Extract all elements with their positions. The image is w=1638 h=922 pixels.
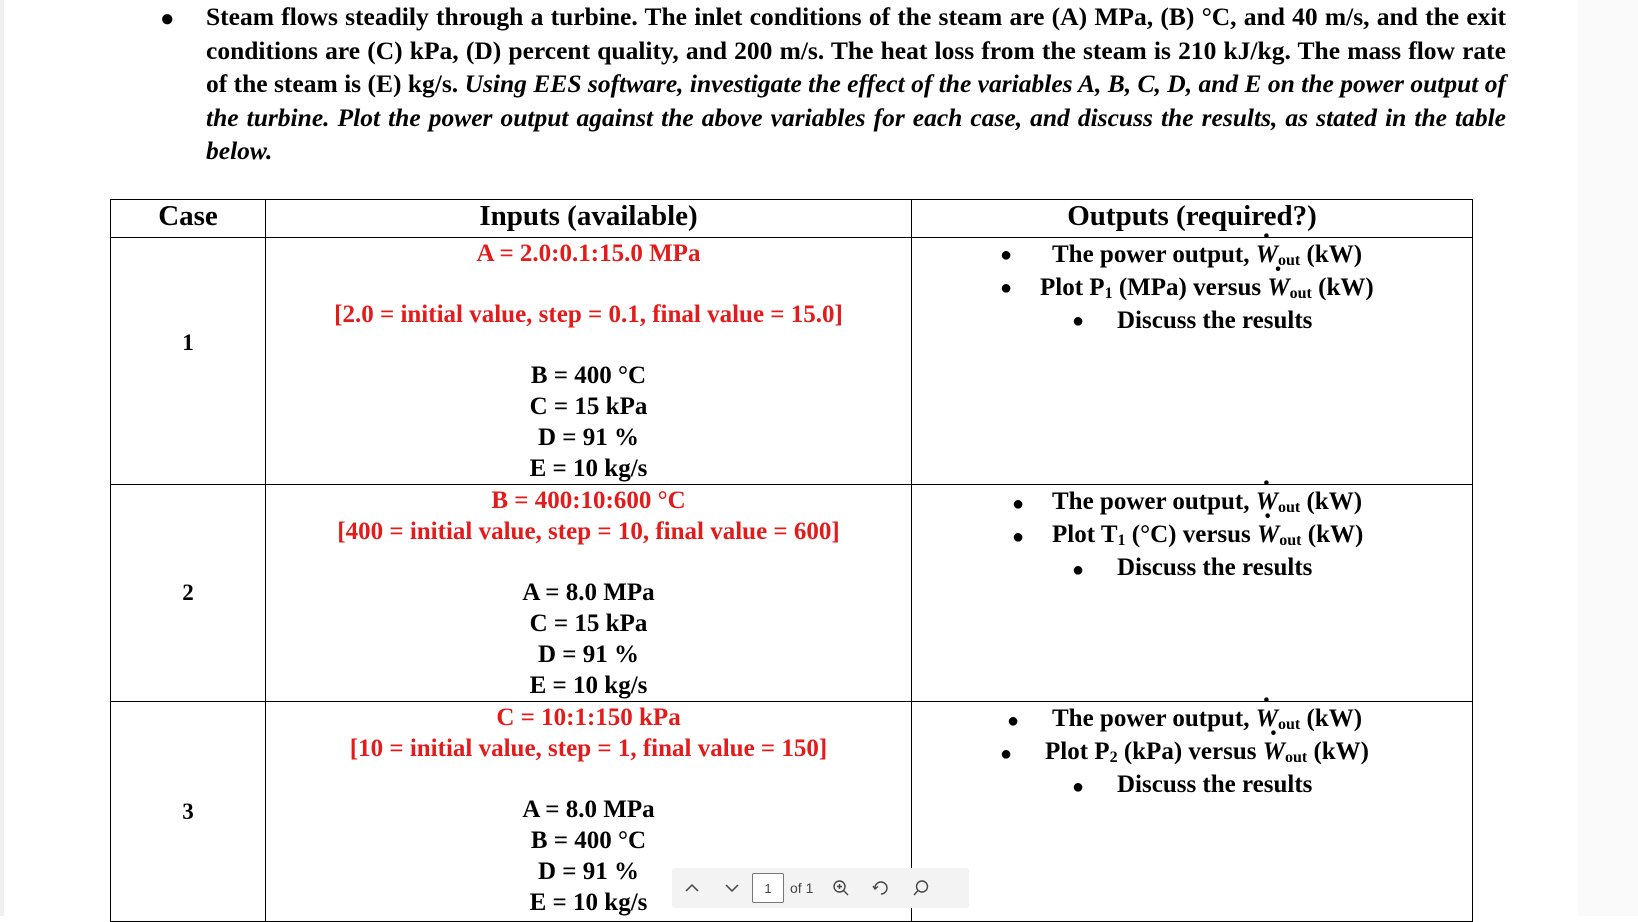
fixed-input: E = 10 kg/s xyxy=(529,889,648,916)
outputs-cell xyxy=(912,238,1473,485)
intro-bullet: ● xyxy=(160,6,175,32)
bullet: ● xyxy=(1000,743,1013,765)
rotate-icon xyxy=(872,879,890,897)
bullet: ● xyxy=(1072,559,1085,581)
range-spec: B = 400:10:600 °C xyxy=(491,487,686,514)
unit-label: (kW) xyxy=(1300,488,1363,515)
out-subscript: out xyxy=(1284,749,1308,766)
case-number-text: 1 xyxy=(182,330,194,355)
fixed-input: A = 8.0 MPa xyxy=(522,579,655,606)
next-page-button[interactable] xyxy=(712,868,752,908)
unit-label: (kW) xyxy=(1301,521,1364,548)
fixed-input: B = 400 °C xyxy=(530,362,647,389)
case-number-text: 3 xyxy=(182,798,194,824)
inputs-cell xyxy=(266,238,912,485)
plot-label: Plot P xyxy=(1045,738,1110,765)
fixed-input: C = 15 kPa xyxy=(529,393,648,420)
rotate-button[interactable] xyxy=(861,868,901,908)
w-symbol: · W xyxy=(1256,705,1278,733)
fixed-input: E = 10 kg/s xyxy=(529,672,648,699)
page-count-label: of 1 xyxy=(790,880,814,896)
cases-table xyxy=(110,199,1473,922)
output-plot xyxy=(1040,274,1374,303)
zoom-in-icon xyxy=(832,879,850,897)
problem-text-italic: Using EES software, investigate the effect of the variables A, B, C, D, and E on the power output of the turbine. Plot the power output against the above variables for each case, and discuss the results, as stated in the table below. xyxy=(206,69,1507,165)
plot-mid: (MPa) versus xyxy=(1112,274,1268,301)
page-number-input[interactable]: 1 xyxy=(752,873,784,903)
search-icon xyxy=(912,879,930,897)
output-plot xyxy=(1045,738,1369,767)
out-subscript: out xyxy=(1279,532,1302,549)
fixed-input: C = 15 kPa xyxy=(529,610,648,637)
case-number-text: 2 xyxy=(182,580,194,605)
range-spec: A = 2.0:0.1:15.0 MPa xyxy=(476,240,701,267)
range-description: [400 = initial value, step = 10, final value = 600] xyxy=(337,518,840,545)
case-number xyxy=(111,238,266,485)
header-inputs: Inputs (available) xyxy=(266,200,912,238)
output-discuss: Discuss the results xyxy=(1117,307,1313,334)
pdf-viewer-toolbar xyxy=(672,868,969,908)
plot-label: Plot T xyxy=(1052,521,1118,548)
range-spec: C = 10:1:150 kPa xyxy=(496,704,681,731)
plot-mid: (°C) versus xyxy=(1125,521,1258,548)
fixed-input: B = 400 °C xyxy=(530,827,647,854)
header-outputs: Outputs (required?) xyxy=(912,200,1473,238)
plot-mid: (kPa) versus xyxy=(1117,738,1263,765)
bullet: ● xyxy=(1000,277,1013,299)
var-subscript: 1 xyxy=(1117,532,1126,549)
search-button[interactable] xyxy=(901,868,941,908)
previous-page-button[interactable] xyxy=(672,868,712,908)
table-row xyxy=(111,238,1473,485)
fixed-input: D = 91 % xyxy=(537,641,640,668)
w-symbol: · W xyxy=(1256,241,1278,269)
zoom-in-button[interactable] xyxy=(821,868,861,908)
plot-label: Plot P xyxy=(1040,274,1105,301)
bullet: ● xyxy=(1000,244,1013,266)
side-gutter xyxy=(1578,0,1638,916)
problem-text-bold: Steam flows steadily through a turbine. The inlet conditions of the steam are (A) MPa, (B) °C, and 40 m/s, and the exit conditions are (C) kPa, (D) percent quality, and 200 m/s. The heat loss from the steam is 210 kJ/kg. The mass flow rate of the steam is (E) kg/s. xyxy=(206,2,1506,98)
unit-label: (kW) xyxy=(1300,705,1363,732)
case-number xyxy=(111,485,266,702)
output-power xyxy=(1052,705,1362,734)
w-symbol: · W xyxy=(1257,521,1279,549)
out-subscript: out xyxy=(1277,252,1301,269)
unit-label: (kW) xyxy=(1311,274,1374,301)
unit-label: (kW) xyxy=(1307,738,1369,765)
page-edge xyxy=(0,0,4,916)
case-number xyxy=(111,702,266,922)
out-subscript: out xyxy=(1289,285,1312,302)
bullet: ● xyxy=(1007,710,1020,732)
output-power xyxy=(1052,488,1362,517)
output-power xyxy=(1052,241,1362,270)
bullet: ● xyxy=(1072,776,1085,798)
problem-paragraph xyxy=(206,0,1506,168)
bullet: ● xyxy=(1012,493,1025,515)
unit-label: (kW) xyxy=(1300,241,1363,268)
bullet: ● xyxy=(1012,526,1025,548)
var-subscript: 2 xyxy=(1109,749,1118,766)
range-description: [10 = initial value, step = 1, final value = 150] xyxy=(349,735,828,762)
output-power-label: The power output, xyxy=(1052,705,1256,732)
range-description: [2.0 = initial value, step = 0.1, final value = 15.0] xyxy=(334,301,843,328)
w-symbol: · W xyxy=(1256,488,1278,516)
output-discuss: Discuss the results xyxy=(1117,771,1313,798)
chevron-down-icon xyxy=(724,883,740,893)
fixed-input: E = 10 kg/s xyxy=(529,455,648,482)
out-subscript: out xyxy=(1277,499,1301,516)
output-power-label: The power output, xyxy=(1052,241,1256,268)
table-row xyxy=(111,485,1473,702)
outputs-cell xyxy=(912,702,1473,922)
outputs-cell xyxy=(912,485,1473,702)
var-subscript: 1 xyxy=(1104,285,1113,302)
fixed-input: D = 91 % xyxy=(537,424,640,451)
fixed-input: A = 8.0 MPa xyxy=(522,796,655,823)
out-subscript: out xyxy=(1277,716,1301,733)
w-symbol: · W xyxy=(1267,274,1289,302)
output-discuss: Discuss the results xyxy=(1117,554,1313,581)
bullet: ● xyxy=(1072,310,1085,332)
output-plot xyxy=(1052,521,1363,550)
fixed-input: D = 91 % xyxy=(537,858,640,885)
output-power-label: The power output, xyxy=(1052,488,1256,515)
header-case: Case xyxy=(111,200,266,238)
w-symbol: · W xyxy=(1263,738,1285,766)
inputs-cell xyxy=(266,485,912,702)
chevron-up-icon xyxy=(684,883,700,893)
